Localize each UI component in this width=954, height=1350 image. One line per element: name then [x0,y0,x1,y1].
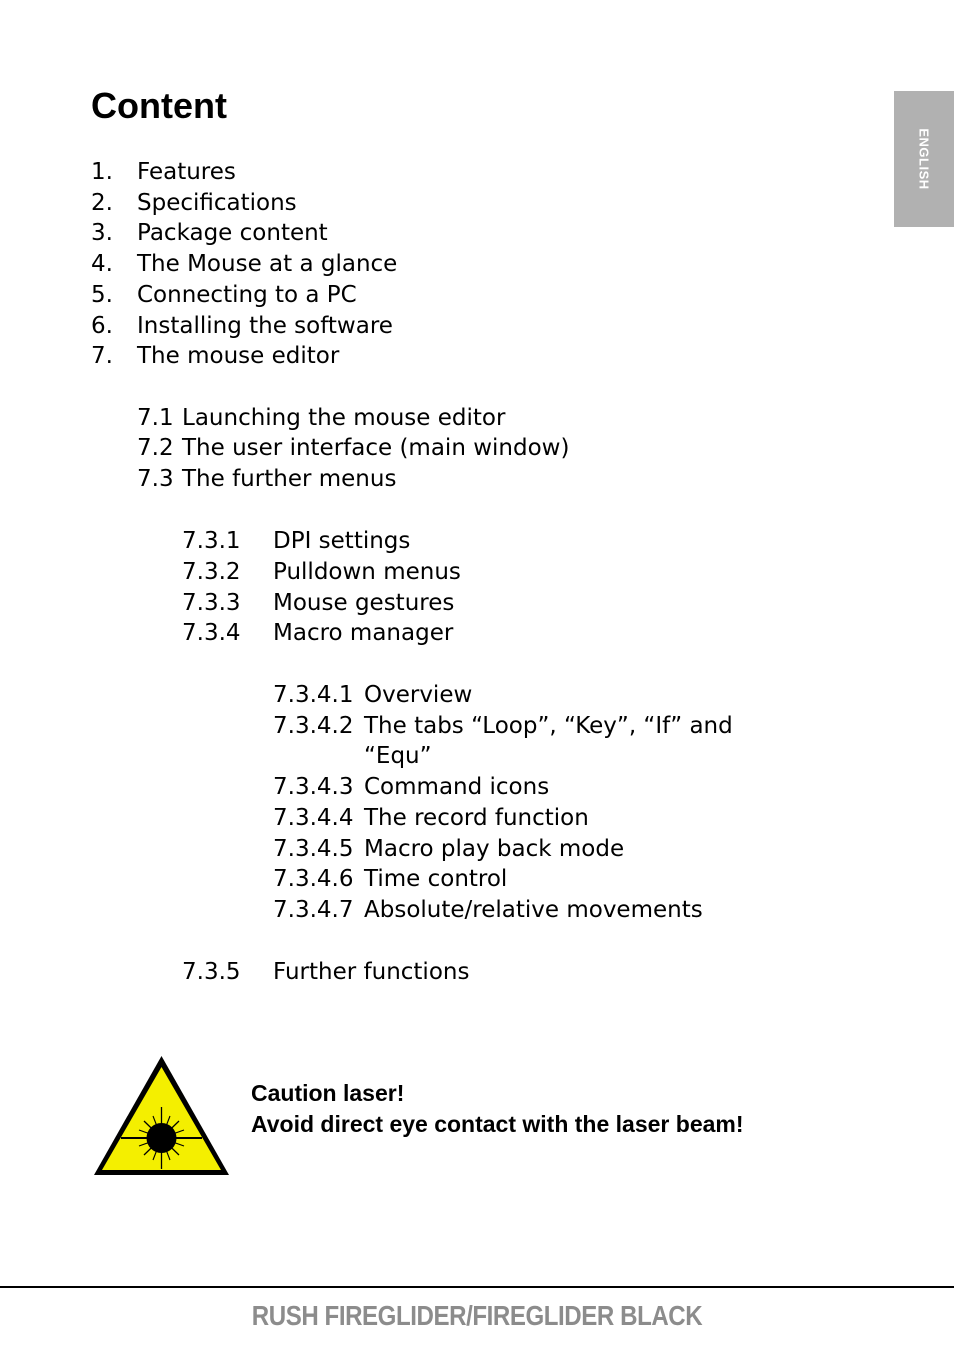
language-tab [894,91,954,227]
language-tab-label: ENGLISH [916,128,932,190]
footer-product-name: RUSH FIREGLIDER/FIREGLIDER BLACK [251,1300,703,1331]
caution-heading: Caution laser! [251,1080,405,1106]
page-title: Content [91,85,227,126]
laser-warning-icon [91,1053,232,1178]
caution-notice [251,1078,744,1140]
caution-text: Avoid direct eye contact with the laser beam! [251,1111,744,1137]
footer-divider [0,1286,954,1288]
